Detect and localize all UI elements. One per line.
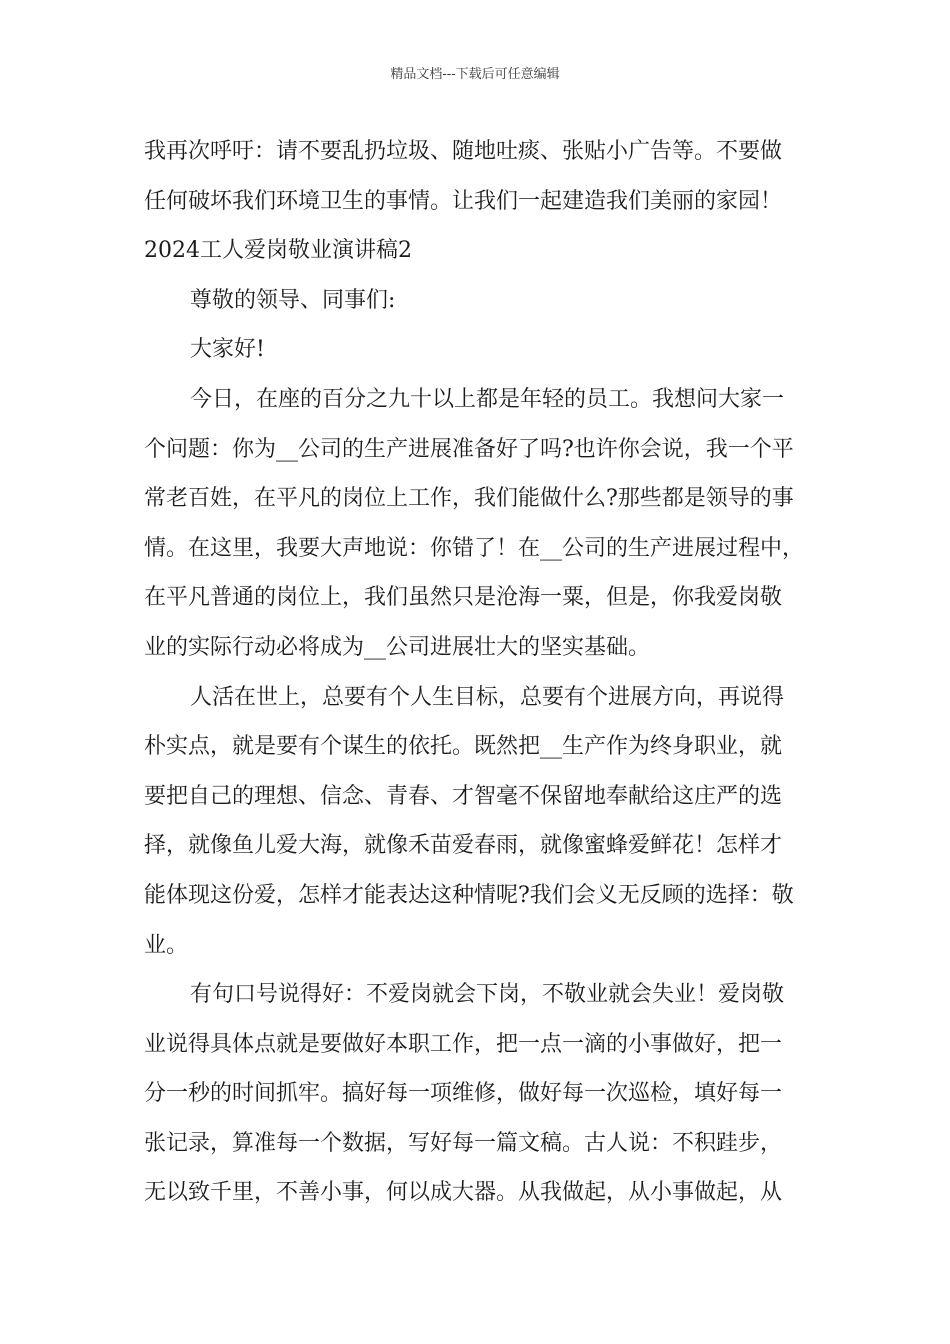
paragraph-line: 能体现这份爱，怎样才能表达这种情呢?我们会义无反顾的选择：敬: [144, 882, 794, 908]
page-header: 精品文档---下载后可任意编辑: [390, 67, 560, 82]
paragraph-line: 张记录，算准每一个数据，写好每一篇文稿。古人说：不积跬步，: [144, 1130, 783, 1156]
paragraph-line: 常老百姓，在平凡的岗位上工作，我们能做什么?那些都是领导的事: [144, 486, 794, 512]
greeting: 大家好!: [190, 337, 265, 363]
paragraph-line: 业的实际行动必将成为__公司进展壮大的坚实基础。: [144, 634, 651, 660]
section-title: 2024工人爱岗敬业演讲稿2: [144, 238, 412, 264]
paragraph-line: 分一秒的时间抓牢。搞好每一项维修，做好每一次巡检，填好每一: [144, 1081, 783, 1107]
paragraph-line: 今日，在座的百分之九十以上都是年轻的员工。我想问大家一: [190, 386, 785, 412]
paragraph-line: 在平凡普通的岗位上，我们虽然只是沧海一粟，但是，你我爱岗敬: [144, 585, 783, 611]
paragraph-line: 我再次呼吁：请不要乱扔垃圾、随地吐痰、张贴小广告等。不要做: [144, 139, 783, 164]
paragraph-line: 情。在这里，我要大声地说：你错了！在__公司的生产进展过程中，: [144, 535, 805, 561]
paragraph-line: 要把自己的理想、信念、青春、才智毫不保留地奉献给这庄严的选: [144, 783, 783, 809]
paragraph-line: 个问题：你为__公司的生产进展准备好了吗?也许你会说，我一个平: [144, 436, 794, 462]
paragraph-line: 有句口号说得好：不爱岗就会下岗，不敬业就会失业！爱岗敬: [190, 982, 785, 1008]
paragraph-line: 业。: [144, 932, 189, 958]
paragraph-line: 无以致千里，不善小事，何以成大器。从我做起，从小事做起，从: [144, 1180, 783, 1206]
paragraph-line: 任何破坏我们环境卫生的事情。让我们一起建造我们美丽的家园！: [144, 188, 783, 214]
paragraph-line: 业说得具体点就是要做好本职工作，把一点一滴的小事做好，把一: [144, 1031, 783, 1057]
paragraph-line: 人活在世上，总要有个人生目标，总要有个进展方向，再说得: [190, 684, 785, 710]
salutation: 尊敬的领导、同事们:: [190, 287, 396, 313]
document-body: [144, 127, 808, 1218]
paragraph-line: 朴实点，就是要有个谋生的依托。既然把__生产作为终身职业，就: [144, 734, 783, 760]
paragraph-line: 择，就像鱼儿爱大海，就像禾苗爱春雨，就像蜜蜂爱鲜花！怎样才: [144, 833, 783, 859]
